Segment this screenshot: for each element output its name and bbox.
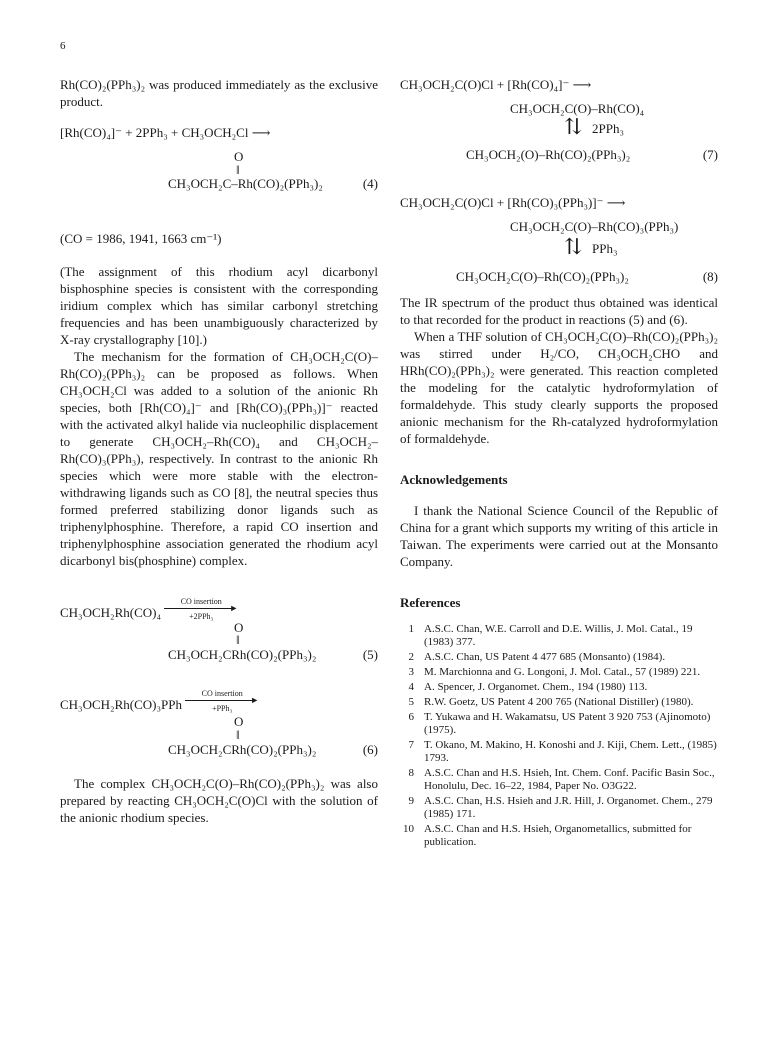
- paragraph-2: (The assignment of this rhodium acyl dicarbonyl bisphosphine species is consistent with the corresponding iridium complex which has similar carbonyl stretching frequencies and has been unambiguously characterized by X-ray crystallography [10].): [60, 264, 378, 347]
- eq8-line1: CH₃OCH₂C(O)Cl + [Rh(CO)₃(PPh₃)]⁻ ⟶: [400, 195, 626, 210]
- eq4-o: O: [234, 149, 244, 164]
- eq5-arrow: CO insertion ► +2PPh₃: [164, 597, 238, 621]
- eq6-bond: ‖: [236, 727, 240, 742]
- eq8-line2: CH₃OCH₂C(O)–Rh(CO)₃(PPh₃): [510, 219, 679, 234]
- paragraph-3: The mechanism for the formation of CH₃OCH₂C(O)–Rh(CO)₂(PPh₃)₂ can be proposed as follows. When CH₃OCH₂Cl was added to a solution of the anionic Rh species, both [Rh(CO)₄]⁻ and [Rh(CO)₃(PPh₃)]⁻ reacted with the activated alkyl halide via nucleophilic displacement to generate CH₃OCH₂–Rh(CO)₄ and CH₃OCH₂–Rh(CO)₃(PPh₃), respectively. In contrast to the anionic Rh species which were more stable with the electron-withdrawing ligands such as CO [8], the neutral species thus formed preferred stabilizing donor ligands such as triphenylphosphine. Therefore, a rapid CO insertion and triphenylphosphine association generated the rhodium acyl dicarbonyl bis(phosphine) complex.: [60, 349, 378, 568]
- eq6-arrow-top: CO insertion: [201, 689, 243, 698]
- acknowledgements-text: I thank the National Science Council of the Republic of China for a grant which supports my writing of this article in Taiwan. The experiments were carried out at the Monsanto Company.: [400, 503, 718, 569]
- equation-7: [400, 76, 718, 168]
- eq5-arrow-bottom: +2PPh₃: [189, 612, 214, 621]
- eq6-number: (6): [362, 742, 378, 757]
- eq8-line3: CH₃OCH₂C(O)–Rh(CO)₂(PPh₃)₂: [456, 269, 629, 284]
- eq8-number: (8): [702, 269, 718, 284]
- eq7-line3: CH₃OCH₂(O)–Rh(CO)₂(PPh₃)₂: [466, 147, 631, 162]
- equation-5: [60, 591, 378, 667]
- eq4-reactants: [Rh(CO)₄]⁻ + 2PPh₃ + CH₃OCH₂Cl ⟶: [60, 125, 271, 140]
- eq6-product: CH₃OCH₂CRh(CO)₂(PPh₃)₂: [168, 742, 317, 757]
- reference-item: 3 M. Marchionna and G. Longoni, J. Mol. Catal., 57 (1989) 221.: [408, 666, 701, 678]
- eq6-reactant: CH₃OCH₂Rh(CO)₃PPh: [60, 697, 182, 712]
- co-frequencies: (CO = 1986, 1941, 1663 cm⁻¹): [60, 231, 222, 246]
- equation-4: [60, 124, 378, 200]
- eq7-reagent: 2PPh₃: [592, 121, 624, 136]
- paragraph-6: When a THF solution of CH₃OCH₂C(O)–Rh(CO)₂(PPh₃)₂ was stirred under H₂/CO, CH₃OCH₂CHO and HRh(CO)₂(PPh₃)₂ were generated. This reaction completed the modeling for the catalytic hydroformylation of formaldehyde. This study clearly supports the proposed anionic mechanism for the Rh-catalyzed hydroformylation of formaldehyde.: [400, 329, 718, 446]
- reference-item: 2 A.S.C. Chan, US Patent 4 477 685 (Monsanto) (1984).: [408, 651, 666, 663]
- reference-item: 5 R.W. Goetz, US Patent 4 200 765 (National Distiller) (1980).: [408, 696, 694, 708]
- paragraph-4: The complex CH₃OCH₂C(O)–Rh(CO)₂(PPh₃)₂ was also prepared by reacting CH₃OCH₂C(O)Cl with the solution of the anionic rhodium species.: [60, 776, 378, 825]
- references-list: [400, 623, 718, 849]
- paragraph-1: Rh(CO)₂(PPh₃)₂ was produced immediately as the exclusive product.: [60, 77, 378, 109]
- eq5-product: CH₃OCH₂CRh(CO)₂(PPh₃)₂: [168, 647, 317, 662]
- eq4-number: (4): [362, 176, 378, 191]
- page-number: 6: [60, 40, 66, 52]
- right-column: [400, 76, 718, 851]
- eq7-line1: CH₃OCH₂C(O)Cl + [Rh(CO)₄]⁻ ⟶: [400, 77, 592, 92]
- eq8-equilibrium-icon: ⇅: [564, 234, 583, 259]
- equation-8: [400, 194, 718, 290]
- eq7-number: (7): [702, 147, 718, 162]
- references-heading: References: [400, 595, 461, 610]
- equation-6: [60, 683, 378, 765]
- eq6-arrow-bottom: +PPh₃: [212, 704, 233, 713]
- eq7-line2: CH₃OCH₂C(O)–Rh(CO)₄: [510, 101, 645, 116]
- eq4-bond: ‖: [236, 162, 240, 177]
- eq5-arrow-top: CO insertion: [180, 597, 222, 606]
- reference-item: 7 T. Okano, M. Makino, H. Konoshi and J. Kiji, Chem. Lett., (1985) 1793.: [408, 739, 717, 764]
- eq7-equilibrium-icon: ⇅: [564, 114, 583, 139]
- reference-item: 8 A.S.C. Chan and H.S. Hsieh, Int. Chem. Conf. Pacific Basin Soc., Honolulu, Dec. 16–22, 1984, Paper No. O3G22.: [408, 767, 715, 792]
- eq5-number: (5): [362, 647, 378, 662]
- eq6-arrow: CO insertion ► +PPh₃: [185, 689, 259, 713]
- reference-item: 10 A.S.C. Chan and H.S. Hsieh, Organometallics, submitted for publication.: [403, 823, 692, 848]
- reference-item: 9 A.S.C. Chan, H.S. Hsieh and J.R. Hill, J. Organomet. Chem., 279 (1985) 171.: [408, 795, 713, 820]
- eq5-bond: ‖: [236, 632, 240, 647]
- acknowledgements-heading: Acknowledgements: [400, 472, 508, 487]
- reference-item: 4 A. Spencer, J. Organomet. Chem., 194 (1980) 113.: [408, 681, 648, 693]
- eq4-product: CH₃OCH₂C–Rh(CO)₂(PPh₃)₂: [168, 176, 323, 191]
- eq5-reactant: CH₃OCH₂Rh(CO)₄: [60, 605, 161, 620]
- eq8-reagent: PPh₃: [592, 241, 618, 256]
- eq6-o: O: [234, 714, 244, 729]
- reference-item: 6 T. Yukawa and H. Wakamatsu, US Patent 3 920 753 (Ajinomoto) (1975).: [408, 711, 711, 736]
- reference-item: 1 A.S.C. Chan, W.E. Carroll and D.E. Willis, J. Mol. Catal., 19 (1983) 377.: [408, 623, 693, 648]
- left-column: [60, 76, 378, 826]
- eq5-o: O: [234, 620, 244, 635]
- paragraph-5: The IR spectrum of the product thus obtained was identical to that recorded for the product in reactions (5) and (6).: [400, 295, 718, 327]
